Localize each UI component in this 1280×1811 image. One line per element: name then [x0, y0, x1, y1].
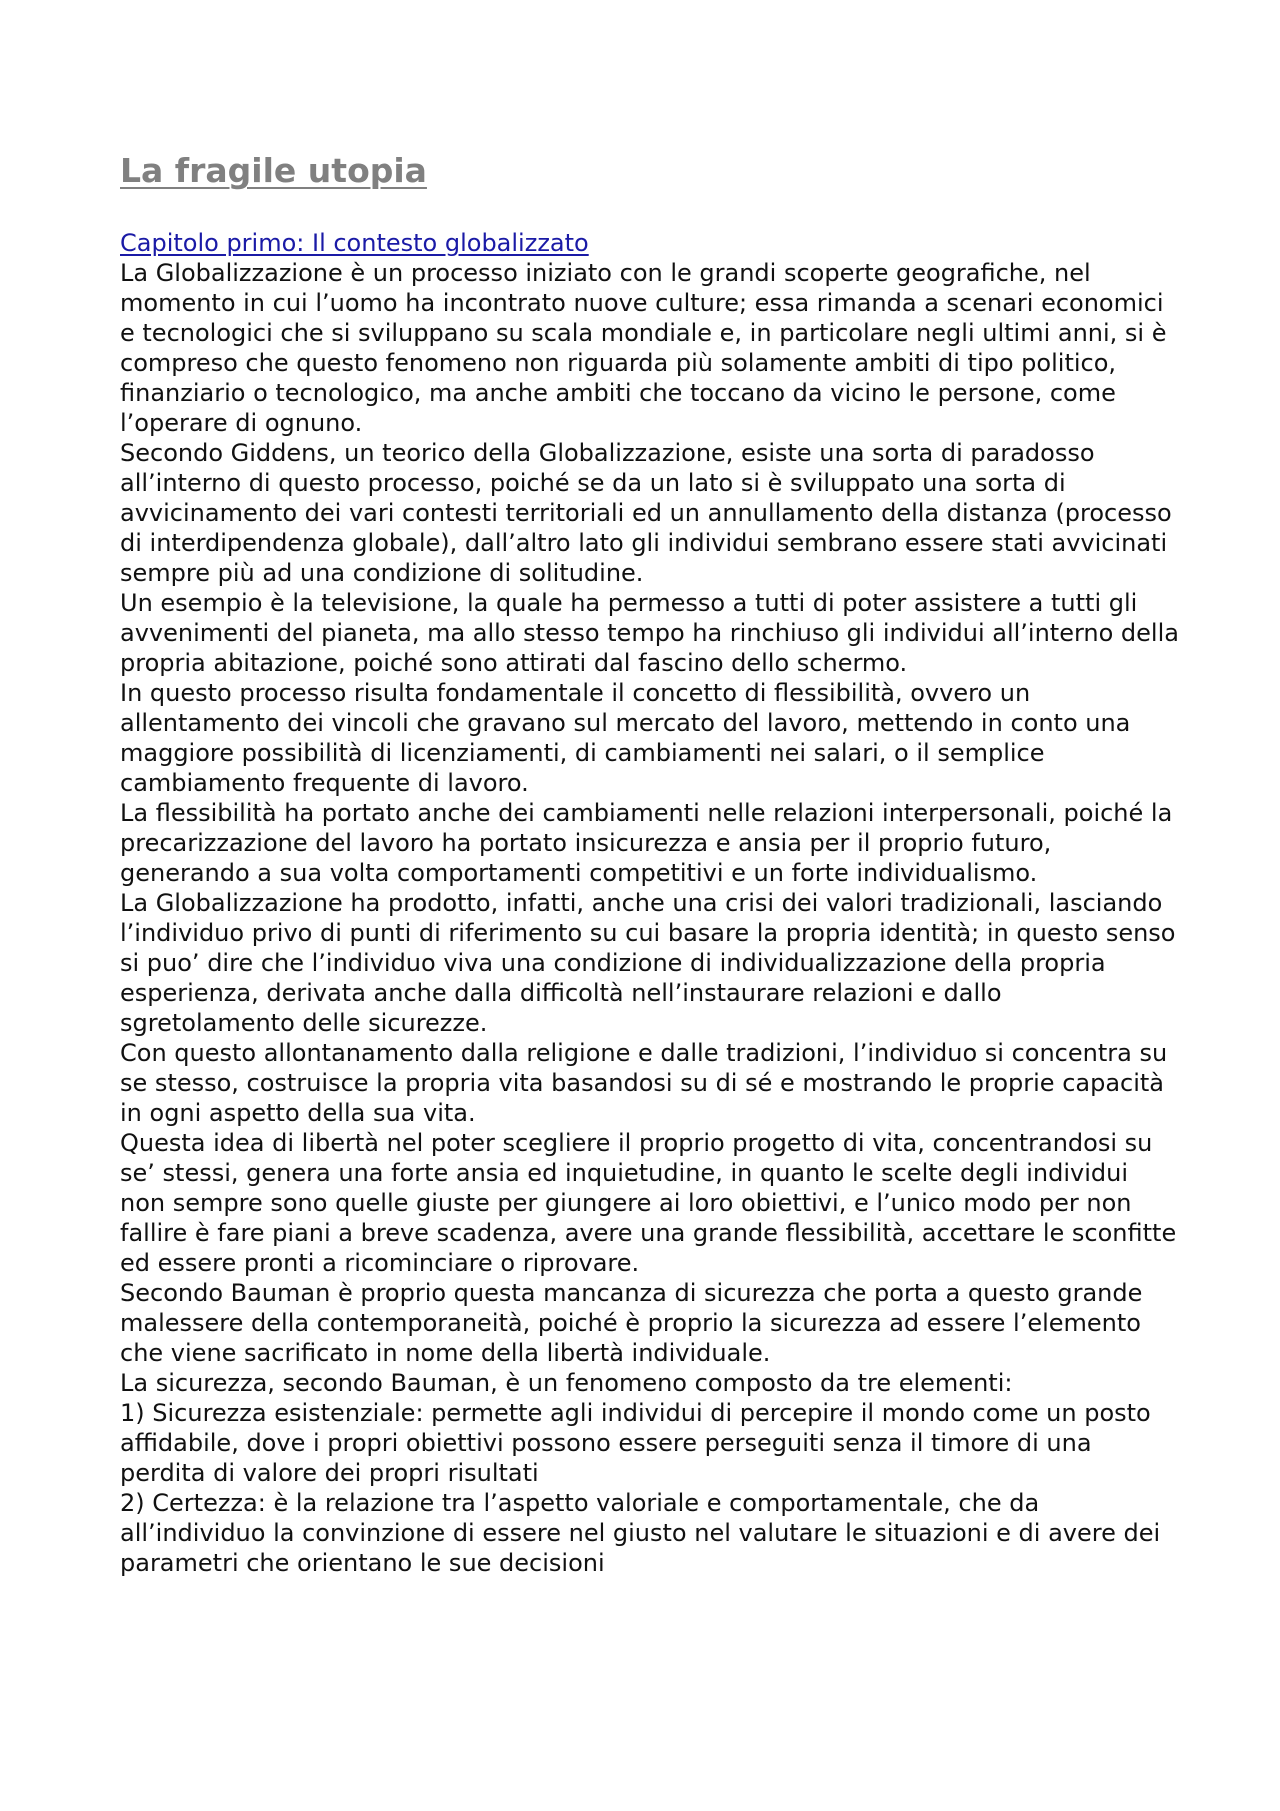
document-page — [120, 150, 1180, 1578]
paragraph: In questo processo risulta fondamentale il concetto di flessibilità, ovvero un allentamento dei vincoli che gravano sul mercato del lavoro, mettendo in conto una maggiore possibilità di licenziamenti, di cambiamenti nei salari, o il semplice cambiamento frequente di lavoro. — [120, 679, 1131, 797]
paragraph: Con questo allontanamento dalla religione e dalle tradizioni, l’individuo si concentra su se stesso, costruisce la propria vita basandosi su di sé e mostrando le proprie capacità in ogni aspetto della sua vita. — [120, 1039, 1168, 1127]
document-title: La fragile utopia — [120, 151, 427, 190]
paragraph: La Globalizzazione ha prodotto, infatti, anche una crisi dei valori tradizionali, lasciando l’individuo privo di punti di riferimento su cui basare la propria identità; in questo senso si puo’ dire che l’individuo viva una condizione di individualizzazione della propria esperienza, derivata anche dalla difficoltà nell’instaurare relazioni e dallo sgretolamento delle sicurezze. — [120, 889, 1176, 1037]
paragraph: Secondo Giddens, un teorico della Globalizzazione, esiste una sorta di paradosso all’interno di questo processo, poiché se da un lato si è sviluppato una sorta di avvicinamento dei vari contesti territoriali ed un annullamento della distanza (processo di interdipendenza globale), dall’altro lato gli individui sembrano essere stati avvicinati sempre più ad una condizione di solitudine. — [120, 439, 1172, 587]
paragraph: Secondo Bauman è proprio questa mancanza di sicurezza che porta a questo grande malessere della contemporaneità, poiché è proprio la sicurezza ad essere l’elemento che viene sacrificato in nome della libertà individuale. — [120, 1279, 1143, 1367]
list-item: 2) Certezza: è la relazione tra l’aspetto valoriale e comportamentale, che da all’individuo la convinzione di essere nel giusto nel valutare le situazioni e di avere dei parametri che orientano le sue decisioni — [120, 1489, 1161, 1577]
paragraph: La flessibilità ha portato anche dei cambiamenti nelle relazioni interpersonali, poiché la precarizzazione del lavoro ha portato insicurezza e ansia per il proprio futuro, generando a sua volta comportamenti competitivi e un forte individualismo. — [120, 799, 1173, 887]
paragraph: Questa idea di libertà nel poter scegliere il proprio progetto di vita, concentrandosi su se’ stessi, genera una forte ansia ed inquietudine, in quanto le scelte degli individui non sempre sono quelle giuste per giungere ai loro obiettivi, e l’unico modo per non fallire è fare piani a breve scadenza, avere una grande flessibilità, accettare le sconfitte ed essere pronti a ricominciare o riprovare. — [120, 1129, 1177, 1277]
paragraph: La sicurezza, secondo Bauman, è un fenomeno composto da tre elementi: — [120, 1369, 1013, 1397]
chapter-link[interactable]: Capitolo primo: Il contesto globalizzato — [120, 229, 589, 257]
list-item: 1) Sicurezza esistenziale: permette agli individui di percepire il mondo come un posto affidabile, dove i propri obiettivi possono essere perseguiti senza il timore di una perdita di valore dei propri risultati — [120, 1399, 1151, 1487]
paragraph: La Globalizzazione è un processo iniziato con le grandi scoperte geografiche, nel momento in cui l’uomo ha incontrato nuove culture; essa rimanda a scenari economici e tecnologici che si sviluppano su scala mondiale e, in particolare negli ultimi anni, si è compreso che questo fenomeno non riguarda più solamente ambiti di tipo politico, finanziario o tecnologico, ma anche ambiti che toccano da vicino le persone, come l’operare di ognuno. — [120, 259, 1167, 437]
paragraph: Un esempio è la televisione, la quale ha permesso a tutti di poter assistere a tutti gli avvenimenti del pianeta, ma allo stesso tempo ha rinchiuso gli individui all’interno della propria abitazione, poiché sono attirati dal fascino dello schermo. — [120, 589, 1179, 677]
